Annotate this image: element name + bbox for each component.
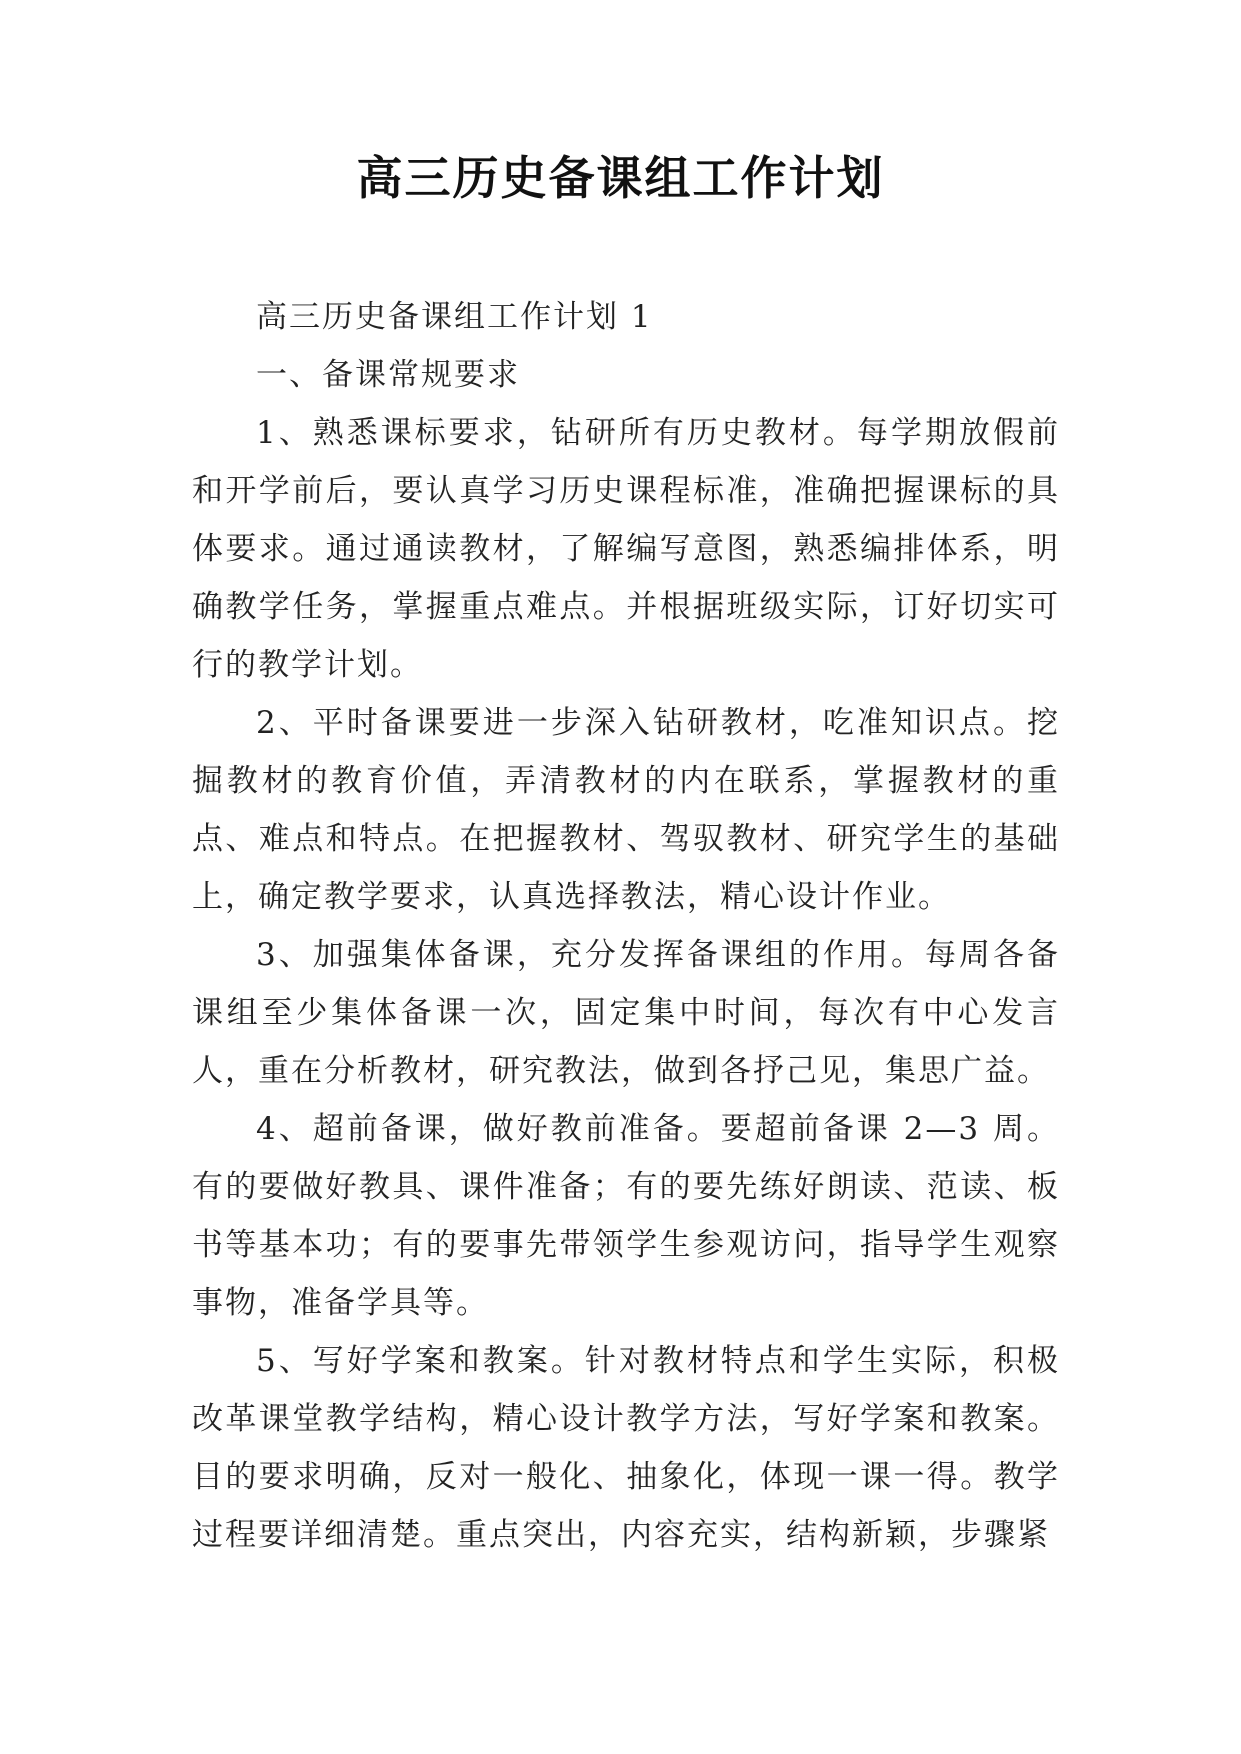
paragraph-5: 5、写好学案和教案。针对教材特点和学生实际，积极改革课堂教学结构，精心设计教学方法，写好学案和教案。目的要求明确，反对一般化、抽象化，体现一课一得。教学过程要详细清楚。重点突出，内容充实，结构新颖，步骤紧 [192,1343,1060,1553]
paragraph-4: 4、超前备课，做好教前准备。要超前备课 2—3 周。有的要做好教具、课件准备；有的要先练好朗读、范读、板书等基本功；有的要事先带领学生参观访问，指导学生观察事物，准备学具等。 [192,1111,1060,1321]
document-body [192,288,1060,1564]
paragraph-2: 2、平时备课要进一步深入钻研教材，吃准知识点。挖掘教材的教育价值，弄清教材的内在联系，掌握教材的重点、难点和特点。在把握教材、驾驭教材、研究学生的基础上，确定教学要求，认真选择教法，精心设计作业。 [192,705,1060,915]
paragraph-1: 1、熟悉课标要求，钻研所有历史教材。每学期放假前和开学前后，要认真学习历史课程标准，准确把握课标的具体要求。通过通读教材，了解编写意图，熟悉编排体系，明确教学任务，掌握重点难点。并根据班级实际，订好切实可行的教学计划。 [192,415,1060,683]
paragraph-3: 3、加强集体备课，充分发挥备课组的作用。每周各备课组至少集体备课一次，固定集中时间，每次有中心发言人，重在分析教材，研究教法，做到各抒己见，集思广益。 [192,937,1060,1089]
subsection-heading: 一、备课常规要求 [256,357,520,393]
section-heading: 高三历史备课组工作计划 1 [256,299,653,335]
document-title: 高三历史备课组工作计划 [356,151,885,205]
